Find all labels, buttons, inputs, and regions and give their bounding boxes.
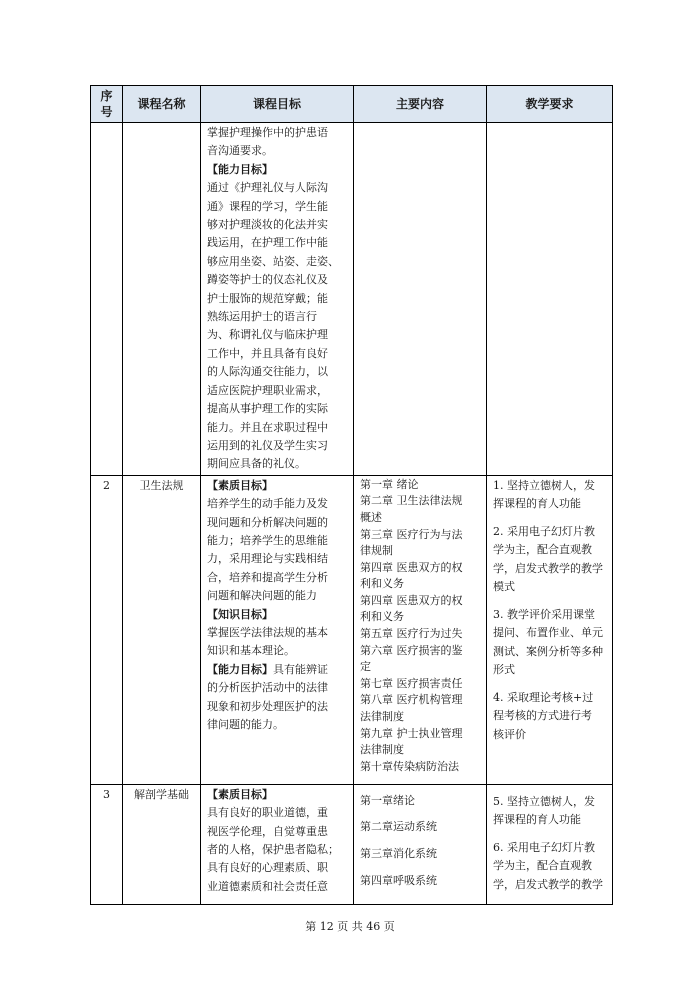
goal-line: 的分析医护活动中的法律	[207, 681, 328, 695]
goal-line: 的人际沟通交往能力，以	[207, 365, 328, 379]
content-line: 第九章 护士执业管理	[360, 726, 463, 740]
content-line: 利和义务	[360, 577, 404, 591]
content-line: 第一章绪论	[360, 793, 415, 807]
content-line: 律规制	[360, 544, 393, 558]
goal-line: 具有良好的职业道德，重	[207, 806, 328, 820]
goal-line: 力，采用理论与实践相结	[207, 552, 328, 566]
goal-line: 为、称谓礼仪与临床护理	[207, 328, 328, 342]
row3-name: 解剖学基础	[123, 784, 201, 905]
content-line: 第四章 医患双方的权	[360, 593, 463, 607]
content-line: 定	[360, 660, 371, 674]
row2-content	[354, 475, 487, 784]
requirement-item: 2. 采用电子幻灯片教 学为主，配合直观教 学，启发式教学的教学 模式	[493, 524, 603, 594]
course-table	[90, 85, 613, 905]
goal-line: 掌握医学法律法规的基本	[207, 625, 328, 639]
goal-line: 者的人格，保护患者隐私；	[207, 842, 339, 856]
goal-line: 【素质目标】	[207, 478, 273, 492]
table-header-row	[91, 86, 613, 123]
goal-line: 熟练运用护士的语言行	[207, 310, 317, 324]
goal-line: 合，培养和提高学生分析	[207, 570, 328, 584]
goal-line: 期间应具备的礼仪。	[207, 457, 306, 471]
row2-req	[487, 475, 613, 784]
row1-req	[487, 123, 613, 476]
content-line: 第二章运动系统	[360, 820, 437, 834]
goal-line: 工作中，并且具备有良好	[207, 346, 328, 360]
content-line: 第三章消化系统	[360, 846, 437, 860]
row2-name: 卫生法规	[123, 475, 201, 784]
requirement-item: 6. 采用电子幻灯片教 学为主，配合直观教 学，启发式教学的教学	[493, 840, 603, 891]
goal-line: 知识和基本理论。	[207, 644, 295, 658]
goal-line: 掌握护理操作中的护患语	[207, 126, 328, 139]
goal-line: 培养学生的动手能力及发	[207, 497, 328, 511]
header-main-content: 主要内容	[354, 86, 487, 123]
goal-line: 提高从事护理工作的实际	[207, 402, 328, 416]
row3-req	[487, 784, 613, 905]
goal-line: 律问题的能力。	[207, 718, 284, 731]
requirement-item: 1. 坚持立德树人，发 挥课程的育人功能	[493, 478, 595, 511]
content-line: 第八章 医疗机构管理	[360, 693, 463, 707]
goal-line: 够应用坐姿、站姿、走姿、	[207, 254, 339, 268]
goal-line: 业道德素质和社会责任意	[207, 879, 328, 893]
content-line: 概述	[360, 510, 382, 524]
requirement-item: 4. 采取理论考核+过 程考核的方式进行考 核评价	[493, 690, 594, 741]
goal-line: 音沟通要求。	[207, 144, 273, 158]
table-row	[91, 784, 613, 905]
goal-line: 适应医院护理职业需求，	[207, 383, 328, 397]
header-course-name: 课程名称	[123, 86, 201, 123]
row3-goal	[201, 784, 354, 905]
goal-line: 运用到的礼仪及学生实习	[207, 438, 328, 452]
goal-line: 践运用，在护理工作中能	[207, 236, 328, 250]
content-line: 第六章 医疗损害的鉴	[360, 643, 463, 657]
goal-line: 【能力目标】	[207, 162, 273, 176]
goal-line: 够对护理淡妆的化法并实	[207, 218, 328, 232]
goal-line: 能力；培养学生的思维能	[207, 533, 328, 547]
content-line: 第十章传染病防治法	[360, 759, 459, 773]
requirement-item: 5. 坚持立德树人，发 挥课程的育人功能	[493, 794, 595, 827]
content-line: 第四章呼吸系统	[360, 873, 437, 887]
content-line: 第五章 医疗行为过失	[360, 627, 463, 641]
content-line: 第二章 卫生法律法规	[360, 494, 463, 508]
row3-content	[354, 784, 487, 905]
row1-content	[354, 123, 487, 476]
goal-line: 通》课程的学习，学生能	[207, 199, 328, 213]
row3-seq: 3	[91, 784, 123, 905]
row1-name	[123, 123, 201, 476]
header-course-goal: 课程目标	[201, 86, 354, 123]
goal-line: 护士服饰的规范穿戴；能	[207, 291, 328, 305]
row1-goal	[201, 123, 354, 476]
goal-line: 现问题和分析解决问题的	[207, 515, 328, 529]
goal-line: 能力。并且在求职过程中	[207, 420, 328, 434]
table-row	[91, 475, 613, 784]
table-row	[91, 123, 613, 476]
row2-goal	[201, 475, 354, 784]
goal-line: 视医学伦理，自觉尊重患	[207, 824, 328, 838]
content-line: 第三章 医疗行为与法	[360, 527, 463, 541]
goal-line: 通过《护理礼仪与人际沟	[207, 181, 328, 195]
content-line: 利和义务	[360, 610, 404, 624]
content-line: 第七章 医疗损害责任	[360, 676, 463, 690]
goal-line: 【知识目标】	[207, 607, 273, 621]
goal-line: 蹲姿等护士的仪态礼仪及	[207, 273, 328, 287]
row1-seq	[91, 123, 123, 476]
page-footer: 第 12 页 共 46 页	[305, 920, 395, 933]
header-teaching-req: 教学要求	[487, 86, 613, 123]
goal-line: 具有良好的心理素质、职	[207, 861, 328, 875]
goal-line: 问题和解决问题的能力	[207, 589, 317, 603]
content-line: 第四章 医患双方的权	[360, 560, 463, 574]
requirement-item: 3. 教学评价采用课堂 提问、布置作业、单元 测试、案例分析等多种 形式	[493, 607, 603, 677]
goal-line: 【素质目标】	[207, 787, 273, 801]
content-line: 第一章 绪论	[360, 477, 419, 491]
header-seq: 序号	[91, 86, 123, 123]
goal-line: 现象和初步处理医护的法	[207, 699, 328, 713]
row2-seq: 2	[91, 475, 123, 784]
content-line: 法律制度	[360, 710, 404, 724]
goal-line: 【能力目标】具有能辨证	[207, 662, 328, 676]
content-line: 法律制度	[360, 743, 404, 757]
